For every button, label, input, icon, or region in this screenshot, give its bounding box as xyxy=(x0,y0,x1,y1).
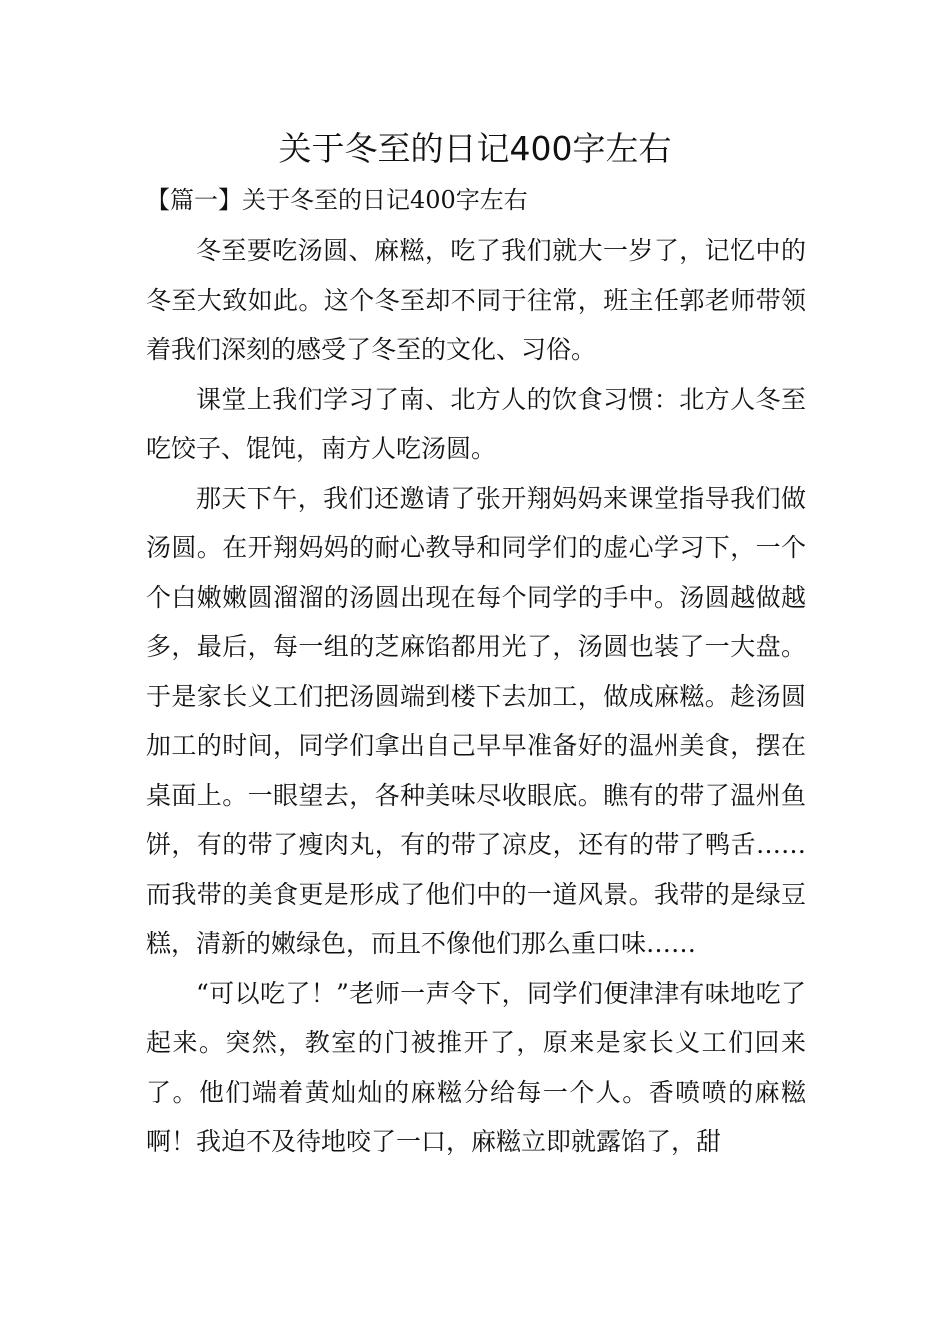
document-body xyxy=(146,226,806,1167)
paragraph: 课堂上我们学习了南、北方人的饮食习惯：北方人冬至吃饺子、馄饨，南方人吃汤圆。 xyxy=(146,384,806,463)
paragraph: 冬至要吃汤圆、麻糍，吃了我们就大一岁了，记忆中的冬至大致如此。这个冬至却不同于往常，班主任郭老师带领着我们深刻的感受了冬至的文化、习俗。 xyxy=(146,236,806,364)
document-title: 关于冬至的日记400字左右 xyxy=(278,129,672,168)
paragraph: “可以吃了！”老师一声令下，同学们便津津有味地吃了起来。突然，教室的门被推开了，原来是家长义工们回来了。他们端着黄灿灿的麻糍分给每一个人。香喷喷的麻糍啊！我迫不及待地咬了一口，麻糍立即就露馅了，甜 xyxy=(146,978,806,1156)
paragraph: 那天下午，我们还邀请了张开翔妈妈来课堂指导我们做汤圆。在开翔妈妈的耐心教导和同学们的虚心学习下，一个个白嫩嫩圆溜溜的汤圆出现在每个同学的手中。汤圆越做越多，最后，每一组的芝麻馅都用光了，汤圆也装了一大盘。于是家长义工们把汤圆端到楼下去加工，做成麻糍。趁汤圆加工的时间，同学们拿出自己早早准备好的温州美食，摆在桌面上。一眼望去，各种美味尽收眼底。瞧有的带了温州鱼饼，有的带了瘦肉丸，有的带了凉皮，还有的带了鸭舌……而我带的美食更是形成了他们中的一道风景。我带的是绿豆糕，清新的嫩绿色，而且不像他们那么重口味…… xyxy=(146,483,806,958)
section-heading: 【篇一】关于冬至的日记400字左右 xyxy=(146,186,528,214)
